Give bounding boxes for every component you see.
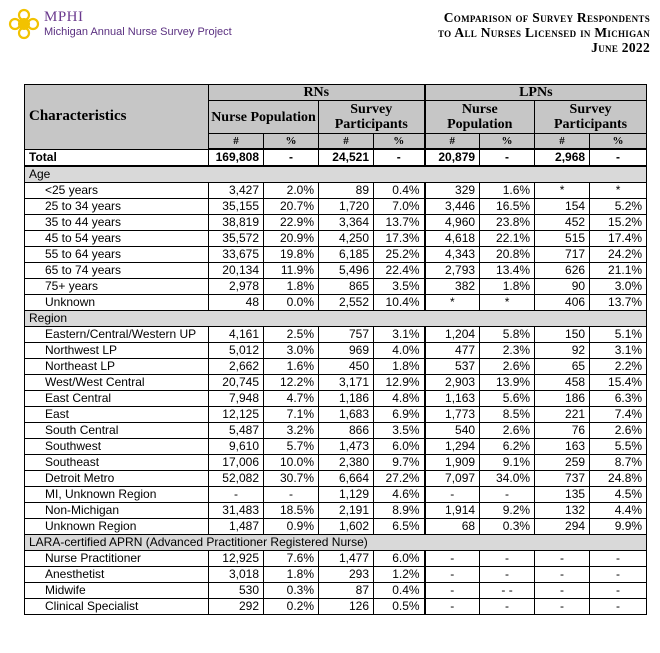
table-cell: 1,909: [425, 455, 480, 471]
group-header-lpns: LPNs: [425, 85, 647, 101]
row-label: East Central: [25, 391, 209, 407]
table-cell: 3.1%: [590, 343, 647, 359]
table-body: [25, 149, 647, 615]
row-label: West/West Central: [25, 375, 209, 391]
unit-header: %: [264, 134, 319, 150]
table-cell: 8.9%: [374, 503, 425, 519]
table-cell: 10.0%: [264, 455, 319, 471]
table-cell: 0.4%: [374, 583, 425, 599]
table-cell: -: [425, 583, 480, 599]
table-row: [25, 279, 647, 295]
table-cell: 1,129: [319, 487, 374, 503]
table-cell: 2,903: [425, 375, 480, 391]
table-cell: 22.4%: [374, 263, 425, 279]
table-cell: 6.3%: [590, 391, 647, 407]
row-label: Northeast LP: [25, 359, 209, 375]
table-cell: 1.6%: [264, 359, 319, 375]
table-cell: 4.7%: [264, 391, 319, 407]
table-cell: 1.8%: [264, 279, 319, 295]
table-cell: 5,496: [319, 263, 374, 279]
row-label: Unknown: [25, 295, 209, 311]
table-cell: 2,380: [319, 455, 374, 471]
subgroup-header: Survey Participants: [319, 101, 425, 134]
table-cell: 76: [535, 423, 590, 439]
table-cell: 89: [319, 183, 374, 199]
subgroup-header: Nurse Population: [425, 101, 535, 134]
table-cell: 866: [319, 423, 374, 439]
table-row: [25, 183, 647, 199]
table-cell: 8.7%: [590, 455, 647, 471]
row-label: Unknown Region: [25, 519, 209, 535]
table-cell: 1,163: [425, 391, 480, 407]
table-cell: 2,968: [535, 149, 590, 166]
table-cell: 16.5%: [480, 199, 535, 215]
table-cell: 13.4%: [480, 263, 535, 279]
table-row: [25, 471, 647, 487]
table-cell: 5,487: [209, 423, 264, 439]
table-row: [25, 247, 647, 263]
subgroup-header: Survey Participants: [535, 101, 647, 134]
table-cell: -: [425, 567, 480, 583]
logo-text: MPHI: [44, 9, 84, 25]
table-cell: 5.8%: [480, 327, 535, 343]
table-cell: -: [480, 551, 535, 567]
table-cell: *: [425, 295, 480, 311]
table-cell: 65: [535, 359, 590, 375]
section-header-row: [25, 535, 647, 551]
table-cell: 4,161: [209, 327, 264, 343]
table-cell: 1,683: [319, 407, 374, 423]
table-cell: 12.9%: [374, 375, 425, 391]
table-cell: 33,675: [209, 247, 264, 263]
table-cell: 17.4%: [590, 231, 647, 247]
row-label: Detroit Metro: [25, 471, 209, 487]
table-cell: 0.9%: [264, 519, 319, 535]
table-cell: *: [535, 183, 590, 199]
table-cell: 4.5%: [590, 487, 647, 503]
table-row: [25, 599, 647, 615]
table-cell: 2.6%: [590, 423, 647, 439]
table-row: [25, 519, 647, 535]
table-cell: 9,610: [209, 439, 264, 455]
table-cell: -: [590, 567, 647, 583]
table-cell: 9.1%: [480, 455, 535, 471]
table-cell: 406: [535, 295, 590, 311]
table-cell: -: [425, 599, 480, 615]
section-header-row: [25, 311, 647, 327]
table-cell: 20,879: [425, 149, 480, 166]
row-label: 45 to 54 years: [25, 231, 209, 247]
table-cell: 530: [209, 583, 264, 599]
table-cell: 329: [425, 183, 480, 199]
table-cell: 9.7%: [374, 455, 425, 471]
table-cell: 9.9%: [590, 519, 647, 535]
table-cell: 3,171: [319, 375, 374, 391]
table-row: [25, 199, 647, 215]
table-cell: 5.5%: [590, 439, 647, 455]
table-cell: 0.3%: [264, 583, 319, 599]
total-row: [25, 149, 647, 166]
row-label: Northwest LP: [25, 343, 209, 359]
table-cell: 2.5%: [264, 327, 319, 343]
table-cell: 7.1%: [264, 407, 319, 423]
table-cell: 3.2%: [264, 423, 319, 439]
table-cell: 7,948: [209, 391, 264, 407]
subgroup-header: Nurse Population: [209, 101, 319, 134]
table-row: [25, 503, 647, 519]
row-label: Midwife: [25, 583, 209, 599]
table-cell: 35,572: [209, 231, 264, 247]
table-cell: -: [480, 149, 535, 166]
row-label: 65 to 74 years: [25, 263, 209, 279]
row-label: South Central: [25, 423, 209, 439]
table-cell: 3.0%: [264, 343, 319, 359]
table-cell: 6,664: [319, 471, 374, 487]
table-cell: 3.5%: [374, 279, 425, 295]
table-row: [25, 407, 647, 423]
report-title: [438, 10, 650, 55]
table-cell: 22.1%: [480, 231, 535, 247]
table-cell: 5,012: [209, 343, 264, 359]
table-cell: 450: [319, 359, 374, 375]
row-label: Non-Michigan: [25, 503, 209, 519]
table-cell: 1,473: [319, 439, 374, 455]
table-cell: 12.2%: [264, 375, 319, 391]
table-cell: 48: [209, 295, 264, 311]
table-cell: 0.2%: [264, 599, 319, 615]
table-cell: *: [480, 295, 535, 311]
table-cell: 1.8%: [480, 279, 535, 295]
table-cell: 21.1%: [590, 263, 647, 279]
table-cell: -: [535, 567, 590, 583]
survey-comparison-table: [24, 84, 647, 615]
table-cell: 150: [535, 327, 590, 343]
table-cell: 7,097: [425, 471, 480, 487]
table-cell: -: [425, 487, 480, 503]
table-cell: 1,477: [319, 551, 374, 567]
table-cell: 17.3%: [374, 231, 425, 247]
table-cell: 7.4%: [590, 407, 647, 423]
table-cell: 4.8%: [374, 391, 425, 407]
table-cell: 4,960: [425, 215, 480, 231]
section-label: LARA-certified APRN (Advanced Practitioner Registered Nurse): [25, 535, 647, 551]
table-cell: 24.8%: [590, 471, 647, 487]
table-cell: 3.5%: [374, 423, 425, 439]
table-row: [25, 375, 647, 391]
table-cell: 6.9%: [374, 407, 425, 423]
table-cell: 4,343: [425, 247, 480, 263]
unit-header: #: [425, 134, 480, 150]
table-cell: 4.6%: [374, 487, 425, 503]
table-cell: 626: [535, 263, 590, 279]
table-row: [25, 487, 647, 503]
table-cell: 5.7%: [264, 439, 319, 455]
table-cell: 1,602: [319, 519, 374, 535]
table-row: [25, 391, 647, 407]
table-cell: 259: [535, 455, 590, 471]
table-cell: -: [264, 149, 319, 166]
table-cell: 452: [535, 215, 590, 231]
table-cell: 90: [535, 279, 590, 295]
table-cell: 1,720: [319, 199, 374, 215]
table-cell: 31,483: [209, 503, 264, 519]
table-cell: 458: [535, 375, 590, 391]
unit-header: %: [590, 134, 647, 150]
table-cell: 1.8%: [374, 359, 425, 375]
table-cell: 24,521: [319, 149, 374, 166]
section-label: Region: [25, 311, 647, 327]
table-cell: 135: [535, 487, 590, 503]
row-label: 55 to 64 years: [25, 247, 209, 263]
section-label: Age: [25, 166, 647, 183]
table-cell: 3,018: [209, 567, 264, 583]
table-cell: 34.0%: [480, 471, 535, 487]
table-cell: 1.6%: [480, 183, 535, 199]
row-label: Total: [25, 149, 209, 166]
table-cell: 292: [209, 599, 264, 615]
row-label: Nurse Practitioner: [25, 551, 209, 567]
table-cell: 1.8%: [264, 567, 319, 583]
table-cell: 3.0%: [590, 279, 647, 295]
table-cell: -: [590, 583, 647, 599]
table-cell: 0.4%: [374, 183, 425, 199]
table-cell: 87: [319, 583, 374, 599]
table-cell: -: [590, 149, 647, 166]
table-cell: 4,250: [319, 231, 374, 247]
unit-header: %: [480, 134, 535, 150]
table-cell: 13.7%: [374, 215, 425, 231]
row-label: East: [25, 407, 209, 423]
row-label: <25 years: [25, 183, 209, 199]
table-cell: 5.1%: [590, 327, 647, 343]
table-cell: 3.1%: [374, 327, 425, 343]
table-cell: 4.4%: [590, 503, 647, 519]
table-row: [25, 423, 647, 439]
table-row: [25, 551, 647, 567]
table-cell: 22.9%: [264, 215, 319, 231]
table-cell: 2.6%: [480, 423, 535, 439]
table-cell: 1.2%: [374, 567, 425, 583]
table-cell: 4.0%: [374, 343, 425, 359]
table-cell: 5.2%: [590, 199, 647, 215]
table-row: [25, 327, 647, 343]
table-cell: 19.8%: [264, 247, 319, 263]
row-label: Eastern/Central/Western UP: [25, 327, 209, 343]
unit-header: #: [209, 134, 264, 150]
row-label: 25 to 34 years: [25, 199, 209, 215]
table-cell: 23.8%: [480, 215, 535, 231]
table-cell: 12,925: [209, 551, 264, 567]
table-cell: 132: [535, 503, 590, 519]
table-cell: 537: [425, 359, 480, 375]
table-row: [25, 455, 647, 471]
table-cell: 6.0%: [374, 439, 425, 455]
table-cell: 2,662: [209, 359, 264, 375]
table-row: [25, 295, 647, 311]
table-cell: -: [535, 583, 590, 599]
table-cell: 126: [319, 599, 374, 615]
row-label: Southeast: [25, 455, 209, 471]
table-cell: 11.9%: [264, 263, 319, 279]
table-row: [25, 343, 647, 359]
unit-header: #: [535, 134, 590, 150]
table-cell: 757: [319, 327, 374, 343]
mphi-logo-icon: [8, 8, 40, 40]
table-cell: 24.2%: [590, 247, 647, 263]
table-cell: 15.2%: [590, 215, 647, 231]
table-cell: -: [590, 551, 647, 567]
table-row: [25, 439, 647, 455]
table-cell: 221: [535, 407, 590, 423]
table-cell: -: [480, 599, 535, 615]
table-cell: 2,191: [319, 503, 374, 519]
table-cell: 2.6%: [480, 359, 535, 375]
table-cell: 2.0%: [264, 183, 319, 199]
table-cell: -: [480, 567, 535, 583]
table-cell: -: [590, 599, 647, 615]
table-cell: 92: [535, 343, 590, 359]
table-cell: 5.6%: [480, 391, 535, 407]
row-label: Anesthetist: [25, 567, 209, 583]
table-cell: 2,793: [425, 263, 480, 279]
table-cell: 35,155: [209, 199, 264, 215]
table-cell: 969: [319, 343, 374, 359]
table-cell: 6.5%: [374, 519, 425, 535]
table-cell: 382: [425, 279, 480, 295]
table-cell: -: [374, 149, 425, 166]
table-cell: -: [425, 551, 480, 567]
table-cell: 4,618: [425, 231, 480, 247]
table-cell: 13.7%: [590, 295, 647, 311]
table-cell: 717: [535, 247, 590, 263]
table-cell: 0.3%: [480, 519, 535, 535]
table-cell: -: [209, 487, 264, 503]
table-cell: 294: [535, 519, 590, 535]
row-label: Clinical Specialist: [25, 599, 209, 615]
table-cell: 169,808: [209, 149, 264, 166]
table-cell: 0.5%: [374, 599, 425, 615]
table-cell: 3,364: [319, 215, 374, 231]
report-title-line: June 2022: [591, 40, 650, 55]
table-cell: 1,487: [209, 519, 264, 535]
report-title-line: Comparison of Survey Respondents: [443, 10, 650, 25]
unit-header: #: [319, 134, 374, 150]
table-cell: 1,773: [425, 407, 480, 423]
table-cell: 20,745: [209, 375, 264, 391]
table-cell: 7.0%: [374, 199, 425, 215]
table-cell: 6.2%: [480, 439, 535, 455]
table-cell: 6,185: [319, 247, 374, 263]
table-cell: -: [535, 599, 590, 615]
row-label: 75+ years: [25, 279, 209, 295]
table-cell: 2.3%: [480, 343, 535, 359]
table-cell: 293: [319, 567, 374, 583]
group-header-rns: RNs: [209, 85, 425, 101]
table-cell: 1,914: [425, 503, 480, 519]
table-cell: 540: [425, 423, 480, 439]
table-cell: 1,294: [425, 439, 480, 455]
table-cell: 8.5%: [480, 407, 535, 423]
table-cell: 52,082: [209, 471, 264, 487]
table-cell: 10.4%: [374, 295, 425, 311]
table-cell: 17,006: [209, 455, 264, 471]
table-cell: *: [590, 183, 647, 199]
table-cell: 15.4%: [590, 375, 647, 391]
table-cell: 154: [535, 199, 590, 215]
table-cell: 7.6%: [264, 551, 319, 567]
table-cell: 3,427: [209, 183, 264, 199]
table-cell: 9.2%: [480, 503, 535, 519]
row-label: MI, Unknown Region: [25, 487, 209, 503]
table-cell: 25.2%: [374, 247, 425, 263]
table-cell: 0.0%: [264, 295, 319, 311]
table-cell: 68: [425, 519, 480, 535]
unit-header: %: [374, 134, 425, 150]
table-cell: 20.9%: [264, 231, 319, 247]
table-cell: -: [480, 487, 535, 503]
table-cell: 20,134: [209, 263, 264, 279]
table-cell: 477: [425, 343, 480, 359]
table-cell: 3,446: [425, 199, 480, 215]
logo-subtitle: Michigan Annual Nurse Survey Project: [44, 26, 232, 38]
table-cell: 27.2%: [374, 471, 425, 487]
table-cell: -: [535, 551, 590, 567]
table-cell: 30.7%: [264, 471, 319, 487]
table-row: [25, 263, 647, 279]
table-cell: 1,186: [319, 391, 374, 407]
table-row: [25, 583, 647, 599]
table-cell: 6.0%: [374, 551, 425, 567]
table-cell: 18.5%: [264, 503, 319, 519]
table-cell: 2,978: [209, 279, 264, 295]
report-title-line: to All Nurses Licensed in Michigan: [438, 25, 650, 40]
table-cell: 13.9%: [480, 375, 535, 391]
table-cell: 515: [535, 231, 590, 247]
table-cell: 2.2%: [590, 359, 647, 375]
table-cell: 20.8%: [480, 247, 535, 263]
table-cell: 737: [535, 471, 590, 487]
table-cell: - -: [480, 583, 535, 599]
characteristics-header: Characteristics: [25, 85, 209, 150]
section-header-row: [25, 166, 647, 183]
row-label: 35 to 44 years: [25, 215, 209, 231]
table-cell: 12,125: [209, 407, 264, 423]
row-label: Southwest: [25, 439, 209, 455]
table-row: [25, 567, 647, 583]
table-row: [25, 231, 647, 247]
table-cell: 1,204: [425, 327, 480, 343]
table-row: [25, 359, 647, 375]
table-cell: 186: [535, 391, 590, 407]
table-cell: 865: [319, 279, 374, 295]
table-cell: 38,819: [209, 215, 264, 231]
table-cell: 163: [535, 439, 590, 455]
table-cell: 2,552: [319, 295, 374, 311]
table-row: [25, 215, 647, 231]
table-cell: -: [264, 487, 319, 503]
table-cell: 20.7%: [264, 199, 319, 215]
